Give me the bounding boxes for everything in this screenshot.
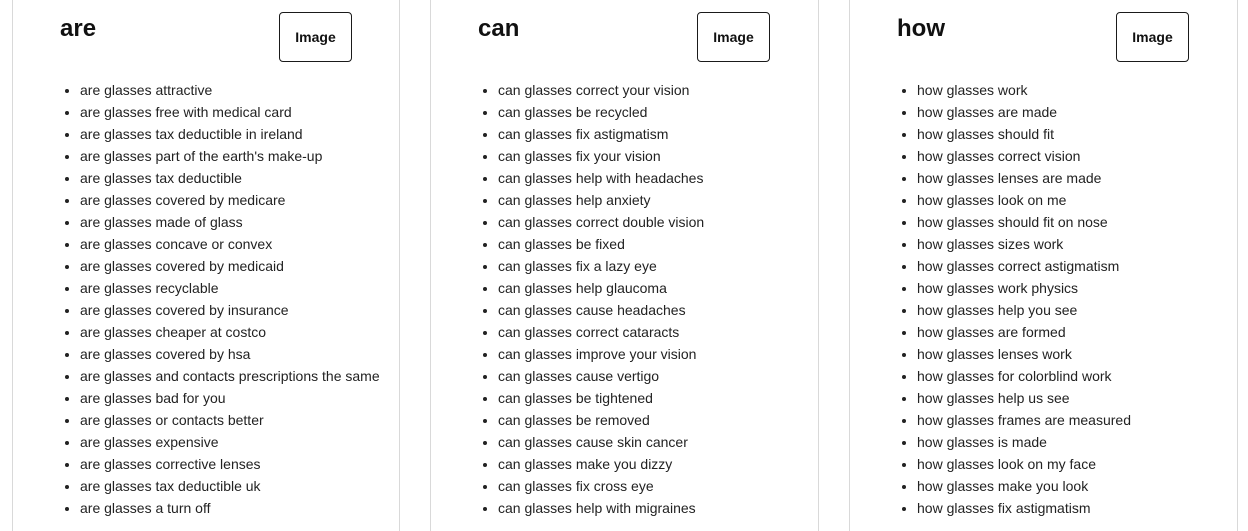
suggestion-text[interactable]: can glasses cause headaches [498,302,686,318]
suggestion-text[interactable]: are glasses corrective lenses [80,456,261,472]
list-item[interactable] [917,123,1227,145]
list-item[interactable] [498,387,808,409]
list-item[interactable] [498,409,808,431]
suggestion-text[interactable]: how glasses correct vision [917,148,1081,164]
list-item[interactable] [917,299,1227,321]
suggestion-text[interactable]: can glasses be removed [498,412,650,428]
image-button[interactable]: Image [697,12,770,62]
column-are [12,0,400,531]
suggestion-text[interactable]: are glasses covered by medicaid [80,258,284,274]
list-item[interactable] [80,343,380,365]
list-item[interactable] [917,189,1227,211]
suggestion-text[interactable]: can glasses improve your vision [498,346,697,362]
suggestion-text[interactable]: can glasses help glaucoma [498,280,667,296]
suggestion-text[interactable]: how glasses are made [917,104,1058,120]
suggestion-text[interactable]: are glasses free with medical card [80,104,292,120]
column-title: how [897,15,945,42]
suggestion-text[interactable]: can glasses cause vertigo [498,368,660,384]
suggestion-text[interactable]: can glasses help anxiety [498,192,651,208]
suggestion-text[interactable]: are glasses cheaper at costco [80,324,266,340]
suggestion-text[interactable]: are glasses expensive [80,434,219,450]
suggestion-text[interactable]: can glasses be tightened [498,390,653,406]
list-item[interactable] [498,167,808,189]
suggestion-text[interactable]: can glasses be recycled [498,104,648,120]
suggestion-text[interactable]: how glasses lenses are made [917,170,1102,186]
list-item[interactable] [917,343,1227,365]
suggestion-text[interactable]: can glasses fix a lazy eye [498,258,657,274]
list-item[interactable] [498,211,808,233]
suggestion-text[interactable]: can glasses correct your vision [498,82,690,98]
suggestion-list [898,79,1227,519]
list-item[interactable] [80,277,380,299]
suggestion-text[interactable]: how glasses are formed [917,324,1066,340]
list-item[interactable] [917,233,1227,255]
list-item[interactable] [80,167,380,189]
suggestion-text[interactable]: are glasses attractive [80,82,213,98]
list-item[interactable] [80,431,380,453]
image-button[interactable]: Image [1116,12,1189,62]
suggestion-text[interactable]: can glasses help with headaches [498,170,704,186]
list-item[interactable] [498,145,808,167]
suggestion-text[interactable]: how glasses help you see [917,302,1078,318]
suggestion-text[interactable]: how glasses make you look [917,478,1089,494]
suggestion-text[interactable]: are glasses bad for you [80,390,226,406]
suggestion-text[interactable]: are glasses a turn off [80,500,211,516]
suggestion-text[interactable]: can glasses fix your vision [498,148,661,164]
list-item[interactable] [80,299,380,321]
list-item[interactable] [498,497,808,519]
list-item[interactable] [498,431,808,453]
list-item[interactable] [498,277,808,299]
suggestion-text[interactable]: how glasses should fit on nose [917,214,1108,230]
list-item[interactable] [498,475,808,497]
image-button[interactable]: Image [279,12,352,62]
list-item[interactable] [917,497,1227,519]
suggestion-text[interactable]: how glasses help us see [917,390,1070,406]
suggestion-text[interactable]: how glasses is made [917,434,1047,450]
list-item[interactable] [917,277,1227,299]
suggestion-text[interactable]: are glasses concave or convex [80,236,273,252]
suggestion-text[interactable]: how glasses sizes work [917,236,1064,252]
suggestion-text[interactable]: are glasses covered by hsa [80,346,251,362]
list-item[interactable] [80,189,380,211]
suggestion-text[interactable]: are glasses part of the earth's make-up [80,148,323,164]
suggestion-text[interactable]: can glasses correct cataracts [498,324,680,340]
suggestion-text[interactable]: how glasses for colorblind work [917,368,1112,384]
list-item[interactable] [498,453,808,475]
suggestion-text[interactable]: are glasses tax deductible uk [80,478,261,494]
list-item[interactable] [917,145,1227,167]
list-item[interactable] [80,365,380,387]
suggestion-text[interactable]: are glasses and contacts prescriptions the same [80,368,380,384]
column-title: can [478,15,520,42]
suggestion-text[interactable]: are glasses made of glass [80,214,243,230]
list-item[interactable] [917,79,1227,101]
suggestion-text[interactable]: how glasses look on my face [917,456,1096,472]
suggestion-text[interactable]: how glasses work [917,82,1028,98]
list-item[interactable] [498,255,808,277]
suggestion-text[interactable]: can glasses fix astigmatism [498,126,669,142]
list-item[interactable] [498,343,808,365]
suggestion-text[interactable]: are glasses tax deductible in ireland [80,126,303,142]
list-item[interactable] [917,409,1227,431]
suggestion-text[interactable]: can glasses fix cross eye [498,478,654,494]
suggestion-list [61,79,380,519]
list-item[interactable] [80,387,380,409]
list-item[interactable] [80,79,380,101]
list-item[interactable] [80,255,380,277]
list-item[interactable] [80,123,380,145]
list-item[interactable] [80,233,380,255]
suggestion-text[interactable]: how glasses frames are measured [917,412,1131,428]
suggestion-text[interactable]: can glasses help with migraines [498,500,696,516]
suggestion-text[interactable]: how glasses fix astigmatism [917,500,1091,516]
list-item[interactable] [498,233,808,255]
suggestion-text[interactable]: can glasses make you dizzy [498,456,673,472]
suggestion-text[interactable]: how glasses correct astigmatism [917,258,1120,274]
suggestion-text[interactable]: are glasses or contacts better [80,412,264,428]
list-item[interactable] [917,255,1227,277]
suggestion-text[interactable]: are glasses covered by insurance [80,302,289,318]
suggestion-list [479,79,808,519]
list-item[interactable] [917,475,1227,497]
list-item[interactable] [80,475,380,497]
list-item[interactable] [498,123,808,145]
list-item[interactable] [917,365,1227,387]
list-item[interactable] [917,167,1227,189]
suggestion-text[interactable]: are glasses tax deductible [80,170,242,186]
column-can [430,0,819,531]
list-item[interactable] [917,211,1227,233]
suggestion-text[interactable]: can glasses correct double vision [498,214,705,230]
list-item[interactable] [498,299,808,321]
column-title: are [60,15,97,42]
list-item[interactable] [917,453,1227,475]
list-item[interactable] [917,321,1227,343]
list-item[interactable] [498,365,808,387]
suggestion-text[interactable]: can glasses be fixed [498,236,625,252]
list-item[interactable] [498,321,808,343]
list-item[interactable] [80,211,380,233]
list-item[interactable] [80,101,380,123]
list-item[interactable] [917,431,1227,453]
suggestion-text[interactable]: are glasses recyclable [80,280,219,296]
suggestion-text[interactable]: how glasses lenses work [917,346,1072,362]
list-item[interactable] [917,101,1227,123]
suggestion-text[interactable]: how glasses look on me [917,192,1067,208]
list-item[interactable] [498,101,808,123]
suggestion-text[interactable]: how glasses should fit [917,126,1054,142]
list-item[interactable] [80,453,380,475]
list-item[interactable] [917,387,1227,409]
list-item[interactable] [498,189,808,211]
list-item[interactable] [80,145,380,167]
list-item[interactable] [498,79,808,101]
list-item[interactable] [80,409,380,431]
column-how [849,0,1238,531]
suggestion-text[interactable]: are glasses covered by medicare [80,192,286,208]
list-item[interactable] [80,497,380,519]
suggestion-text[interactable]: can glasses cause skin cancer [498,434,688,450]
list-item[interactable] [80,321,380,343]
suggestion-text[interactable]: how glasses work physics [917,280,1079,296]
